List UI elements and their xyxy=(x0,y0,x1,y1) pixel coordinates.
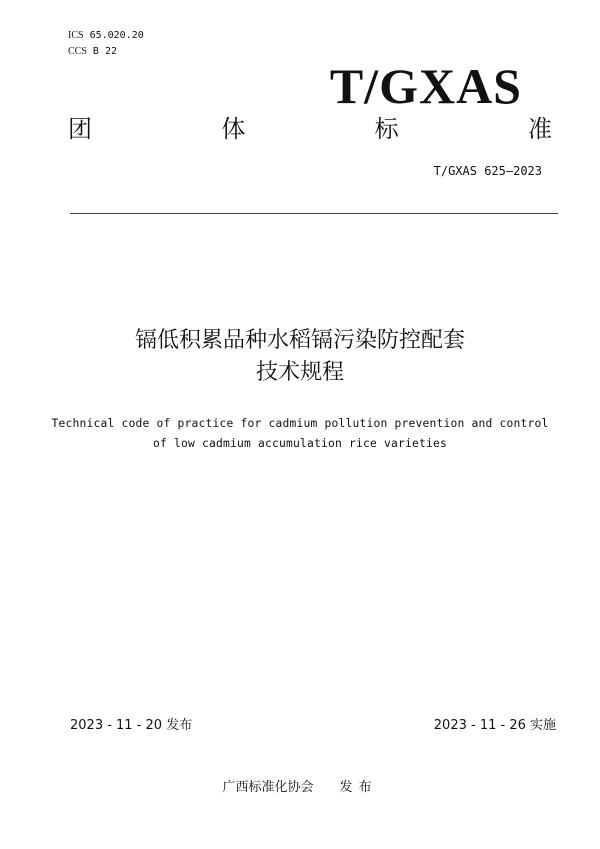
issue-date: 2023 - 11 - 20 发布 xyxy=(70,718,193,733)
standard-type-char: 准 xyxy=(527,115,552,143)
standard-type xyxy=(68,112,552,146)
publish-label: 发布 xyxy=(339,780,378,795)
dates xyxy=(70,714,556,733)
standard-type-char: 标 xyxy=(374,115,399,143)
implement-date: 2023 - 11 - 26 实施 xyxy=(433,718,556,733)
standard-type-char: 体 xyxy=(221,115,246,143)
standard-type-char: 团 xyxy=(68,115,92,143)
chinese-title-line: 技术规程 xyxy=(255,360,344,385)
standard-number: T/GXAS 625—2023 xyxy=(433,164,542,178)
publisher: 广西标准化协会 xyxy=(222,780,314,795)
ccs-code: CCS B 22 xyxy=(68,46,117,57)
standard-mark: T/GXAS xyxy=(329,58,522,114)
chinese-title-line: 镉低积累品种水稻镉污染防控配套 xyxy=(134,328,465,353)
ics-code: ICS 65.020.20 xyxy=(68,30,144,41)
publisher-line xyxy=(0,776,600,795)
divider xyxy=(70,213,558,214)
classification-codes xyxy=(68,28,144,60)
english-title-line: of low cadmium accumulation rice varieties xyxy=(152,437,448,450)
english-title-line: Technical code of practice for cadmium pollution prevention and control xyxy=(51,417,549,430)
chinese-title xyxy=(0,325,600,389)
english-title xyxy=(0,414,600,454)
